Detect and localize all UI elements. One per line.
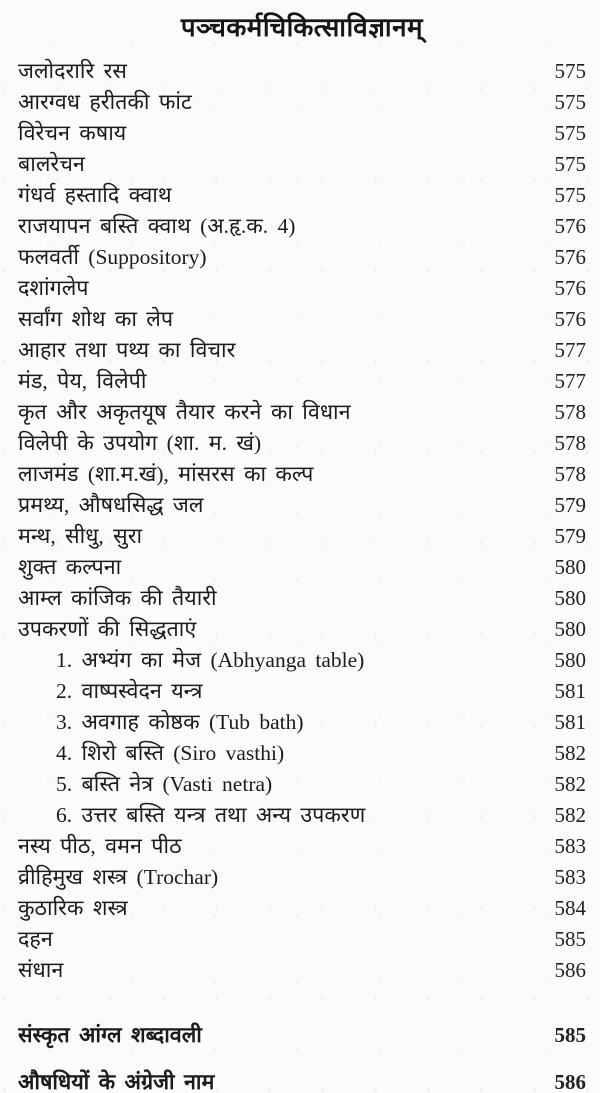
toc-entry-page: 582 (554, 741, 586, 765)
toc-entry-page: 578 (554, 431, 586, 455)
toc-entry-page: 577 (554, 369, 586, 393)
toc-entry-page: 575 (554, 152, 586, 176)
toc-entry-label: मन्थ, सीधु, सुरा (18, 524, 143, 548)
toc-entry-page: 578 (554, 400, 586, 424)
toc-entry-label: 1. अभ्यंग का मेज (Abhyanga table) (56, 648, 365, 672)
toc-entry-page: 583 (554, 865, 586, 889)
toc-row (18, 614, 586, 645)
toc-entry-label: आरग्वध हरीतकी फांट (18, 90, 192, 114)
toc-row (18, 242, 586, 273)
toc-entry-label: शुक्त कल्पना (18, 555, 122, 579)
toc-row (18, 552, 586, 583)
toc-row (18, 738, 586, 769)
toc-entry-label: सर्वांग शोथ का लेप (18, 307, 174, 331)
toc-entry-page: 579 (554, 493, 586, 517)
toc-row (18, 459, 586, 490)
toc-row (18, 645, 586, 676)
toc-entry-label: कृत और अकृतयूष तैयार करने का विधान (18, 400, 351, 424)
toc-entry-page: 583 (554, 834, 586, 858)
toc-entry-label: फलवर्ती (Suppository) (18, 245, 207, 269)
toc-row (18, 893, 586, 924)
toc-entry-label: दहन (18, 927, 53, 951)
toc-entry-label: गंधर्व हस्तादि क्वाथ (18, 183, 172, 207)
toc-entry-page: 580 (554, 648, 586, 672)
toc-row (18, 800, 586, 831)
toc-entry-page: 580 (554, 586, 586, 610)
toc-row (18, 707, 586, 738)
toc-entry-label: व्रीहिमुख शस्त्र (Trochar) (18, 865, 219, 889)
toc-row (18, 1020, 586, 1051)
toc-entry-label: संस्कृत आंग्ल शब्दावली (18, 1023, 202, 1047)
toc-entry-label: विलेपी के उपयोग (शा. म. खं) (18, 431, 262, 455)
toc-entry-page: 575 (554, 90, 586, 114)
toc-entry-label: लाजमंड (शा.म.खं), मांसरस का कल्प (18, 462, 314, 486)
toc-entry-label: आम्ल कांजिक की तैयारी (18, 586, 217, 610)
toc-entry-page: 578 (554, 462, 586, 486)
toc-entry-label: 3. अवगाह कोष्ठक (Tub bath) (56, 710, 304, 734)
toc-row (18, 1067, 586, 1093)
toc-entry-label: 6. उत्तर बस्ति यन्त्र तथा अन्य उपकरण (56, 803, 366, 827)
toc-row (18, 769, 586, 800)
toc-entry-label: औषधियों के अंग्रेजी नाम (18, 1070, 215, 1093)
toc-row (18, 583, 586, 614)
toc-entry-page: 575 (554, 121, 586, 145)
toc-row (18, 428, 586, 459)
toc-entry-label: जलोदरारि रस (18, 59, 127, 83)
toc-entry-label: नस्य पीठ, वमन पीठ (18, 834, 182, 858)
toc-entry-page: 576 (554, 276, 586, 300)
toc-entry-label: 5. बस्ति नेत्र (Vasti netra) (56, 772, 273, 796)
toc-entry-page: 580 (554, 617, 586, 641)
toc-entry-page: 580 (554, 555, 586, 579)
toc-row (18, 366, 586, 397)
toc-entry-page: 584 (554, 896, 586, 920)
toc-row (18, 676, 586, 707)
toc-list (18, 56, 586, 1093)
toc-row (18, 831, 586, 862)
toc-entry-page: 576 (554, 214, 586, 238)
toc-entry-page: 582 (554, 803, 586, 827)
toc-row (18, 397, 586, 428)
toc-entry-page: 586 (554, 958, 586, 982)
toc-entry-page: 577 (554, 338, 586, 362)
toc-entry-page: 575 (554, 59, 586, 83)
toc-row (18, 955, 586, 986)
toc-entry-page: 586 (554, 1070, 586, 1093)
page-title: पञ्चकर्मचिकित्साविज्ञानम् (180, 13, 424, 42)
toc-entry-label: आहार तथा पथ्य का विचार (18, 338, 236, 362)
toc-row (18, 924, 586, 955)
toc-row (18, 180, 586, 211)
toc-entry-page: 582 (554, 772, 586, 796)
toc-entry-label: प्रमथ्य, औषधसिद्ध जल (18, 493, 204, 517)
toc-entry-page: 576 (554, 307, 586, 331)
toc-entry-page: 581 (554, 710, 586, 734)
toc-entry-label: राजयापन बस्ति क्वाथ (अ.हृ.क. 4) (18, 214, 296, 238)
toc-row (18, 149, 586, 180)
toc-entry-label: विरेचन कषाय (18, 121, 127, 145)
toc-row (18, 273, 586, 304)
toc-entry-page: 579 (554, 524, 586, 548)
toc-entry-page: 575 (554, 183, 586, 207)
toc-row (18, 304, 586, 335)
toc-row (18, 862, 586, 893)
toc-row (18, 118, 586, 149)
toc-row (18, 87, 586, 118)
toc-entry-label: उपकरणों की सिद्धताएं (18, 617, 197, 641)
toc-entry-label: बालरेचन (18, 152, 85, 176)
toc-entry-page: 585 (554, 1023, 586, 1047)
toc-row (18, 335, 586, 366)
toc-entry-label: 2. वाष्पस्वेदन यन्त्र (56, 679, 203, 703)
toc-entry-page: 585 (554, 927, 586, 951)
toc-row (18, 490, 586, 521)
toc-entry-label: 4. शिरो बस्ति (Siro vasthi) (56, 741, 285, 765)
toc-row (18, 56, 586, 87)
toc-entry-label: कुठारिक शस्त्र (18, 896, 128, 920)
toc-entry-page: 581 (554, 679, 586, 703)
toc-row (18, 521, 586, 552)
toc-entry-label: दशांगलेप (18, 276, 89, 300)
toc-entry-page: 576 (554, 245, 586, 269)
toc-row (18, 211, 586, 242)
toc-entry-label: मंड, पेय, विलेपी (18, 369, 147, 393)
toc-entry-label: संधान (18, 958, 64, 982)
